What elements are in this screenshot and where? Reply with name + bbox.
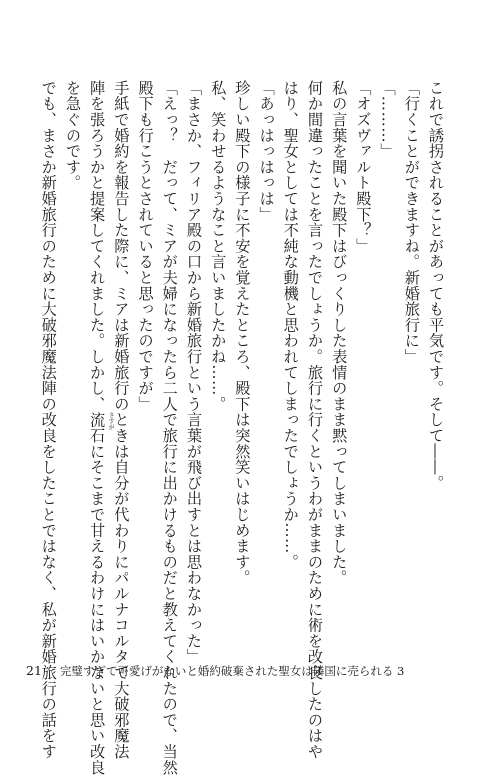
text-line-1: これで誘拐されることがあっても平気です。そして――。 (427, 80, 445, 491)
text-line-9: 珍しい殿下の様子に不安を覚えたところ、殿下は突然笑いはじめます。 (233, 80, 252, 586)
text-line-15 (85, 80, 115, 775)
ruby-reading: さすが (107, 411, 115, 430)
text-line-13: 殿下も行こうとされていると思ったのですが」 (136, 80, 155, 412)
text-line-17: でも、まさか新婚旅行のために大破邪魔法陣の改良をしたことではなく、私が新婚旅行の話をす (39, 80, 58, 760)
text-line-12: 「えっ？ だって、ミアが夫婦になったら二人で旅行に出かけるものだと教えてくれたので、当然 (160, 80, 179, 775)
text-line-2: 「行くことができますね。新婚旅行に」 (402, 80, 421, 365)
text-line-10: 私、笑わせるようなこと言いましたかね……。 (209, 80, 228, 412)
text-line-4: 「オズヴァルト殿下？」 (354, 80, 373, 254)
text-line-11: 「まさか、フィリア殿の口から新婚旅行という言葉が飛び出すとは思わなかった」 (184, 80, 203, 665)
text-line-5: 私の言葉を聞いた殿下はびっくりした表情のまま黙ってしまいました。 (330, 80, 349, 586)
ruby-word (88, 411, 115, 444)
text-line-6: 何か間違ったことを言ったでしょうか。旅行に行くというわがままのために術を改良したのはや (305, 80, 324, 760)
text-line-16: を急ぐのです。 (63, 80, 82, 191)
ruby-base-text: 流石 (88, 411, 107, 444)
page-number: 21 (26, 663, 42, 678)
text-line-15-rest: にそこまで甘えるわけにはいかないと思い改良 (88, 443, 107, 775)
text-line-8: 「あっはっはっは」 (257, 80, 276, 223)
text-line-14: 手紙で婚約を報告した際に、ミアは新婚旅行のときは自分が代わりにパルナコルタで大破邪魔法 (112, 80, 131, 760)
text-line-15-start: 陣を張ろうかと提案してくれました。しかし、 (88, 80, 107, 412)
page-footer (26, 664, 404, 678)
book-title: 完璧すぎて可愛げがないと婚約破棄された聖女は隣国に売られる 3 (59, 664, 405, 678)
text-line-7: はり、聖女としては不純な動機と思われてしまったでしょうか……。 (281, 80, 300, 570)
text-line-3: 「………」 (378, 80, 397, 159)
